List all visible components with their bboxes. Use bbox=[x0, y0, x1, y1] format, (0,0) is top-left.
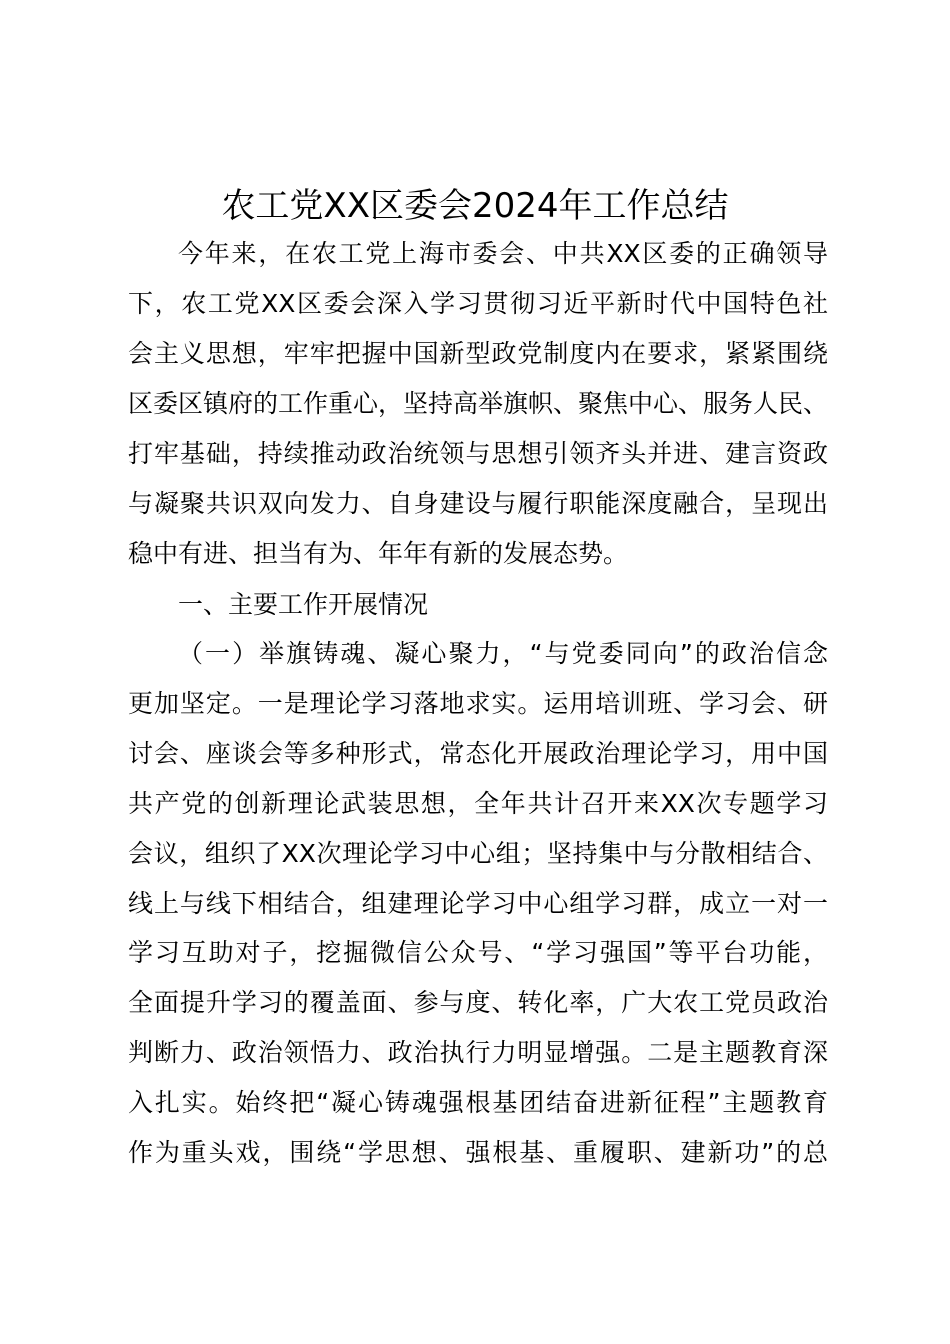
paragraph-line: 线上与线下相结合，组建理论学习中心组学习群，成立一对一 bbox=[128, 889, 828, 918]
paragraph-line: 共产党的创新理论武装思想，全年共计召开来XX次专题学习 bbox=[128, 789, 828, 818]
paragraph-line: 更加坚定。一是理论学习落地求实。运用培训班、学习会、研 bbox=[128, 689, 828, 718]
paragraph-line: （一）举旗铸魂、凝心聚力，“与党委同向”的政治信念 bbox=[178, 639, 828, 668]
paragraph-line: 今年来，在农工党上海市委会、中共XX区委的正确领导 bbox=[178, 239, 828, 268]
paragraph-line: 讨会、座谈会等多种形式，常态化开展政治理论学习，用中国 bbox=[128, 739, 828, 768]
paragraph-line: 全面提升学习的覆盖面、参与度、转化率，广大农工党员政治 bbox=[128, 988, 828, 1017]
paragraph-line: 会主义思想，牢牢把握中国新型政党制度内在要求，紧紧围绕 bbox=[128, 339, 828, 368]
document-title: 农工党XX区委会2024年工作总结 bbox=[221, 186, 729, 226]
paragraph-line: 与凝聚共识双向发力、自身建设与履行职能深度融合，呈现出 bbox=[128, 489, 828, 518]
section-heading: 一、主要工作开展情况 bbox=[178, 590, 429, 619]
paragraph-line: 稳中有进、担当有为、年年有新的发展态势。 bbox=[128, 539, 629, 568]
paragraph-line: 打牢基础，持续推动政治统领与思想引领齐头并进、建言资政 bbox=[128, 439, 828, 468]
paragraph-line: 学习互助对子，挖掘微信公众号、“学习强国”等平台功能， bbox=[128, 938, 828, 967]
paragraph-line: 会议，组织了XX次理论学习中心组；坚持集中与分散相结合、 bbox=[128, 839, 828, 868]
paragraph-line: 区委区镇府的工作重心，坚持高举旗帜、聚焦中心、服务人民、 bbox=[128, 389, 829, 418]
paragraph-line: 下，农工党XX区委会深入学习贯彻习近平新时代中国特色社 bbox=[128, 289, 828, 318]
paragraph-line: 判断力、政治领悟力、政治执行力明显增强。二是主题教育深 bbox=[128, 1038, 828, 1067]
paragraph-line: 作为重头戏，围绕“学思想、强根基、重履职、建新功”的总 bbox=[128, 1138, 828, 1167]
paragraph-line: 入扎实。始终把“凝心铸魂强根基团结奋进新征程”主题教育 bbox=[128, 1088, 828, 1117]
